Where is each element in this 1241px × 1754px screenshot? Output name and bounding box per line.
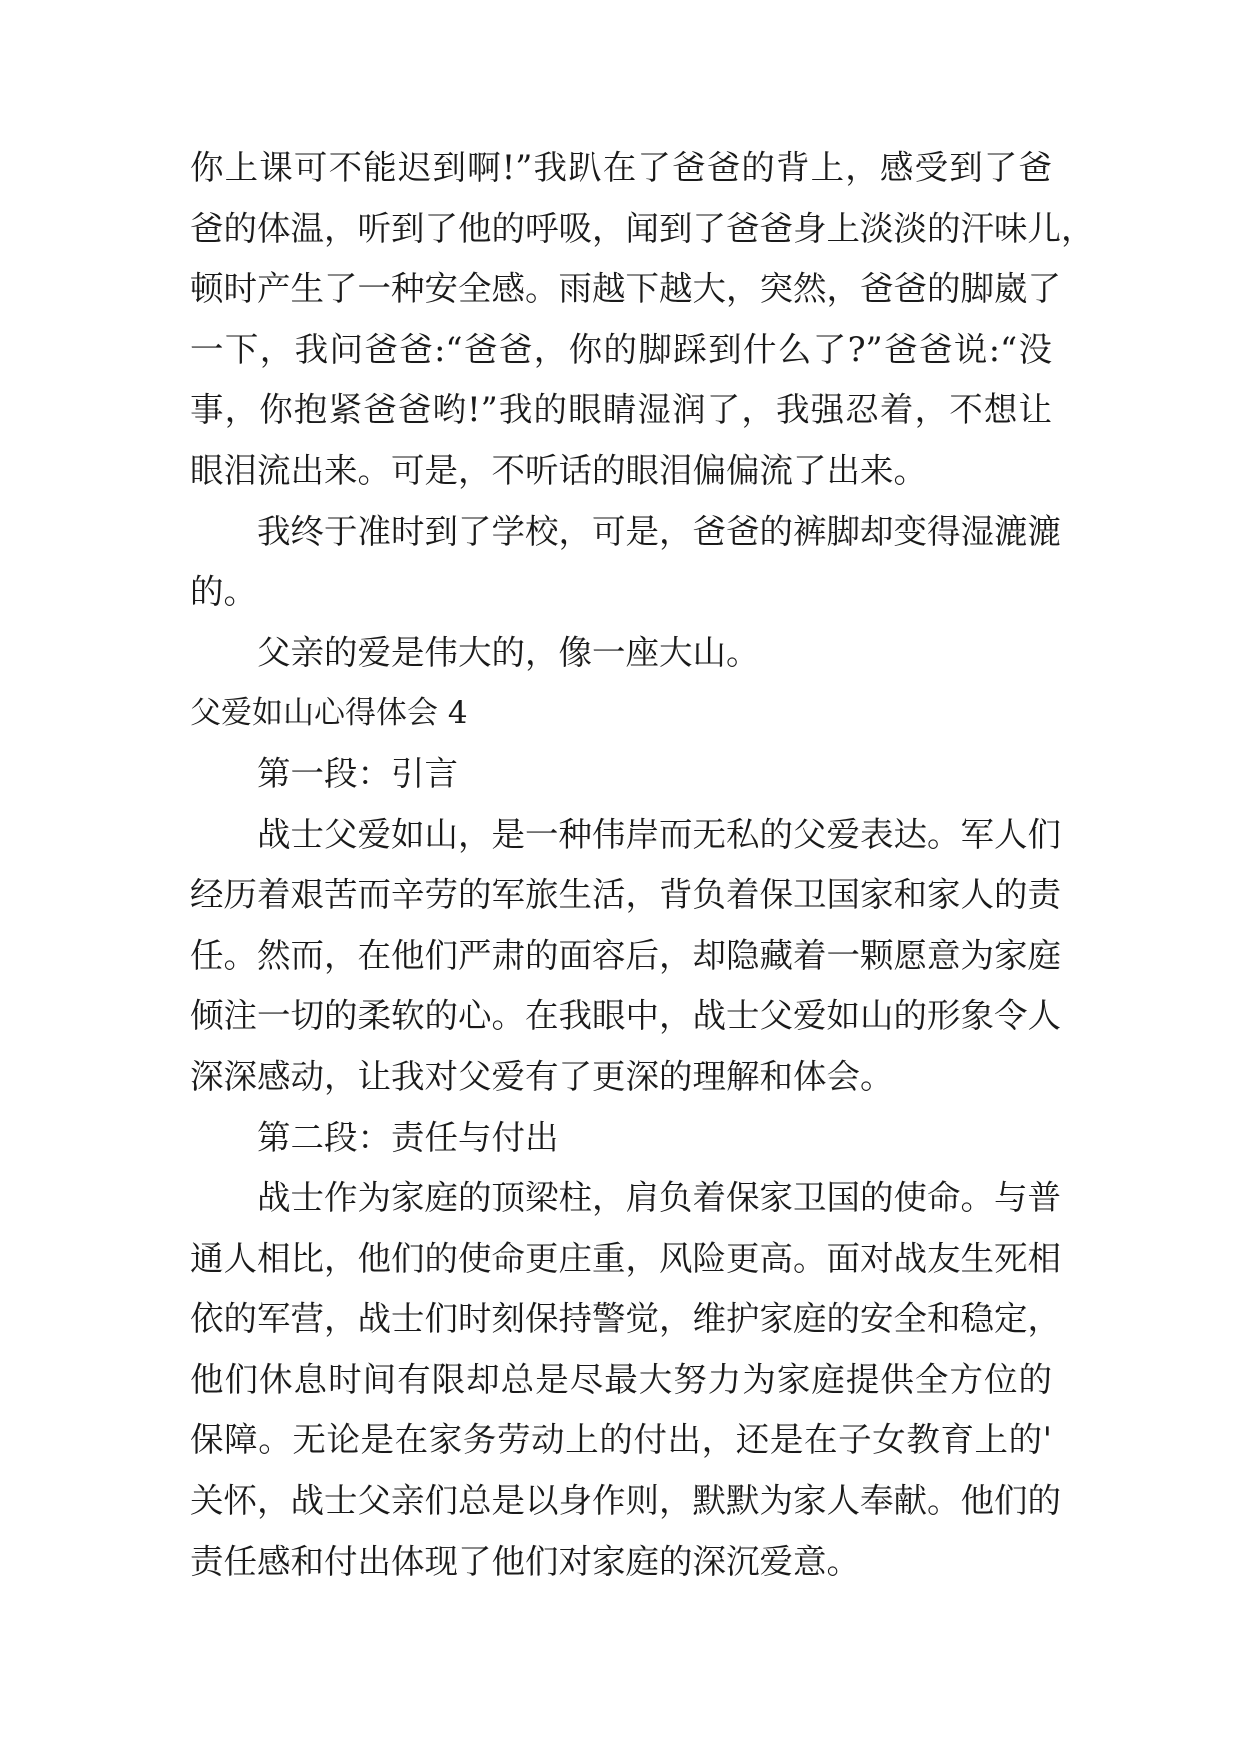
section-heading: 父爱如山心得体会 4 <box>190 695 468 732</box>
paragraph-first-line: 我终于准时到了学校，可是，爸爸的裤脚却变得湿漉漉 <box>257 511 1061 551</box>
paragraph-first-line: 战士作为家庭的顶梁柱，肩负着保家卫国的使命。与普 <box>257 1178 1061 1218</box>
paragraph-first-line: 父亲的爱是伟大的，像一座大山。 <box>257 632 760 672</box>
text-line: 的。 <box>190 572 257 612</box>
text-line: 他们休息时间有限却总是尽最大努力为家庭提供全方位的 <box>190 1359 1052 1399</box>
text-line: 关怀，战士父亲们总是以身作则，默默为家人奉献。他们的 <box>190 1481 1061 1521</box>
text-line: 眼泪流出来。可是，不听话的眼泪偏偏流了出来。 <box>190 450 927 490</box>
text-line: 倾注一切的柔软的心。在我眼中，战士父爱如山的形象令人 <box>190 996 1061 1036</box>
text-line: 深深感动，让我对父爱有了更深的理解和体会。 <box>190 1056 894 1096</box>
text-line: 任。然而，在他们严肃的面容后，却隐藏着一颗愿意为家庭 <box>190 935 1061 975</box>
text-line: 事，你抱紧爸爸哟!”我的眼睛湿润了，我强忍着，不想让 <box>190 390 1052 430</box>
subsection-title: 第二段：责任与付出 <box>257 1117 559 1157</box>
text-line: 责任感和付出体现了他们对家庭的深沉爱意。 <box>190 1541 860 1581</box>
document-body <box>190 138 1095 1592</box>
text-line: 你上课可不能迟到啊!”我趴在了爸爸的背上，感受到了爸 <box>190 148 1052 187</box>
text-line: 依的军营，战士们时刻保持警觉，维护家庭的安全和稳定， <box>190 1299 1061 1339</box>
text-line: 一下，我问爸爸:“爸爸，你的脚踩到什么了?”爸爸说:“没 <box>190 329 1052 369</box>
text-line: 爸的体温，听到了他的呼吸，闻到了爸爸身上淡淡的汗味儿， <box>190 208 1095 248</box>
subsection-title: 第一段：引言 <box>257 753 458 793</box>
text-line: 通人相比，他们的使命更庄重，风险更高。面对战友生死相 <box>190 1238 1061 1278</box>
text-line: 顿时产生了一种安全感。雨越下越大，突然，爸爸的脚崴了 <box>190 269 1061 309</box>
text-line: 经历着艰苦而辛劳的军旅生活，背负着保卫国家和家人的责 <box>190 875 1061 915</box>
paragraph-first-line: 战士父爱如山，是一种伟岸而无私的父爱表达。军人们 <box>257 814 1061 854</box>
text-line: 保障。无论是在家务劳动上的付出，还是在子女教育上的' <box>190 1420 1052 1460</box>
